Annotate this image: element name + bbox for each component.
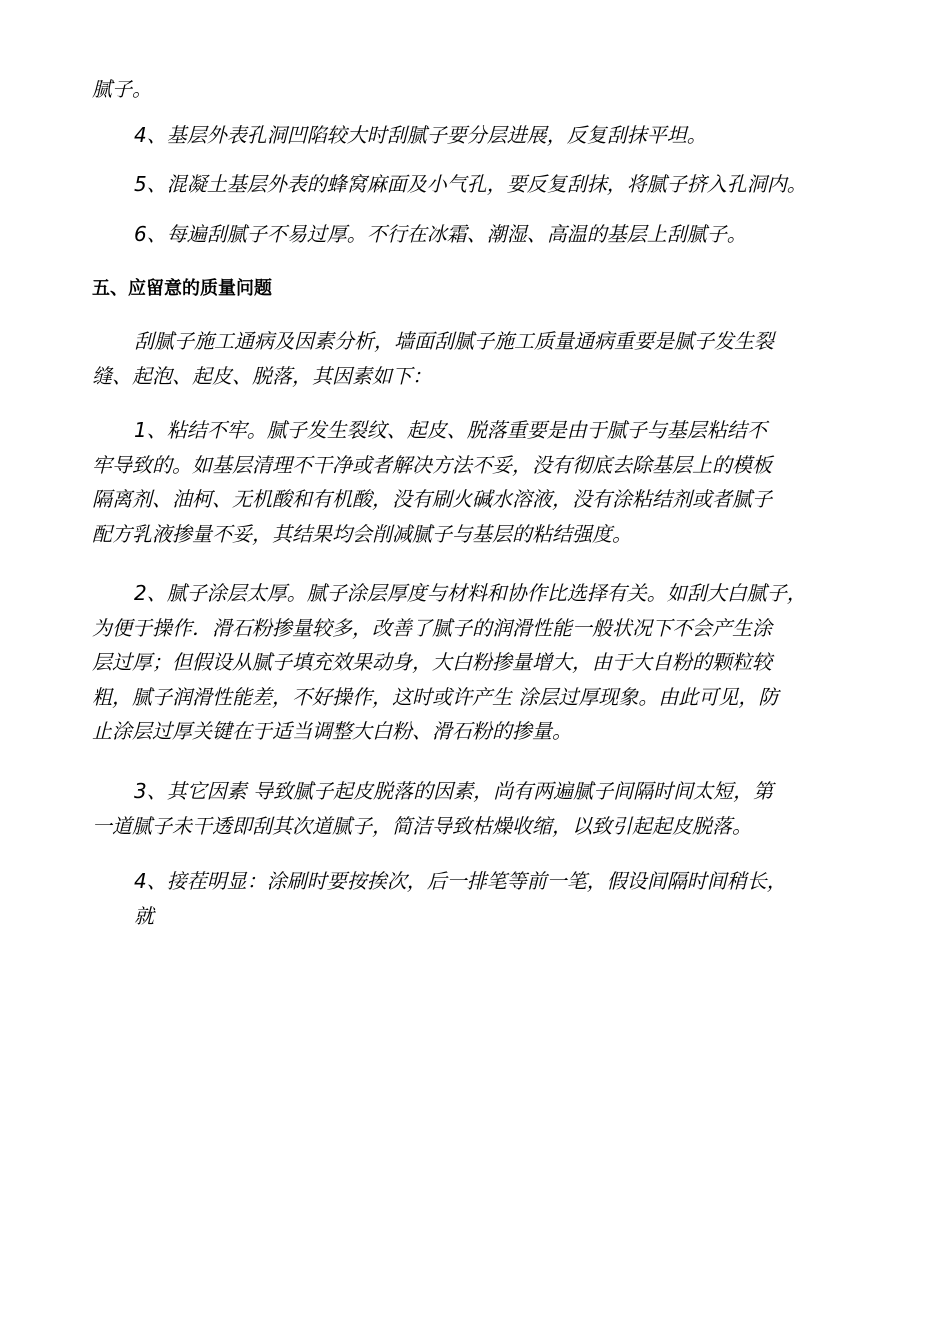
intro-paragraph [92, 324, 872, 393]
paragraph-line: 为便于操作．滑石粉掺量较多，改善了腻子的润滑性能一般状况下不会产生涂 [92, 615, 772, 640]
paragraph-line: 配方乳液掺量不妥，其结果均会削减腻子与基层的粘结强度。 [92, 521, 632, 546]
paragraph-item-1 [92, 413, 872, 551]
list-item-6-top [92, 217, 872, 252]
paragraph-line: 一道腻子未干透即刮其次道腻子，简洁导致枯燥收缩，以致引起起皮脱落。 [92, 813, 752, 838]
list-item: 6、每遍刮腻子不易过厚。不行在冰霜、潮湿、高温的基层上刮腻子。 [134, 222, 747, 246]
paragraph-line: 刮腻子施工通病及因素分析，墙面刮腻子施工质量通病重要是腻子发生裂 [134, 329, 774, 353]
paragraph-item-2 [92, 576, 872, 749]
list-item: 4、基层外表孔洞凹陷较大时刮腻子要分层进展，反复刮抹平坦。 [134, 123, 707, 147]
section-heading: 五、应留意的质量问题 [92, 278, 272, 299]
list-item-4-top [92, 118, 872, 153]
paragraph-line: 缝、起泡、起皮、脱落，其因素如下： [92, 363, 432, 388]
paragraph-line: 1、粘结不牢。腻子发生裂纹、起皮、脱落重要是由于腻子与基层粘结不 [134, 418, 767, 442]
paragraph-line: 粗，腻子润滑性能差，不好操作，这时或许产生 涂层过厚现象。由此可见，防 [92, 684, 779, 709]
continuation-line: 腻子。 [92, 77, 152, 101]
paragraph-line: 层过厚；但假设从腻子填充效果动身，大白粉掺量增大，由于大自粉的颗粒较 [92, 650, 772, 674]
paragraph-line: 隔离剂、油柯、无机酸和有机酸，没有刷火碱水溶液，没有涂粘结剂或者腻子 [92, 487, 772, 511]
paragraph-line: 4、接茬明显：涂刷时要按挨次，后一排笔等前一笔，假设间隔时间稍长， [134, 869, 787, 893]
paragraph-line: 2、腻子涂层太厚。腻子涂层厚度与材料和协作比选择有关。如刮大白腻子， [134, 581, 807, 605]
section-heading-block [92, 274, 872, 304]
paragraph-line: 止涂层过厚关键在于适当调整大白粉、滑石粉的掺量。 [92, 719, 572, 743]
paragraph-line: 就 [134, 903, 154, 928]
list-item-5-top [92, 167, 872, 202]
paragraph-line: 3、其它因素 导致腻子起皮脱落的因素，尚有两遍腻子间隔时间太短，第 [134, 779, 774, 803]
continuation-text [92, 72, 872, 107]
paragraph-line: 牢导致的。如基层清理不干净或者解决方法不妥，没有彻底去除基层上的模板 [92, 452, 772, 477]
list-item: 5、混凝土基层外表的蜂窝麻面及小气孔，要反复刮抹，将腻子挤入孔洞内。 [134, 172, 807, 196]
paragraph-item-3 [92, 774, 872, 843]
paragraph-item-4 [92, 864, 872, 933]
